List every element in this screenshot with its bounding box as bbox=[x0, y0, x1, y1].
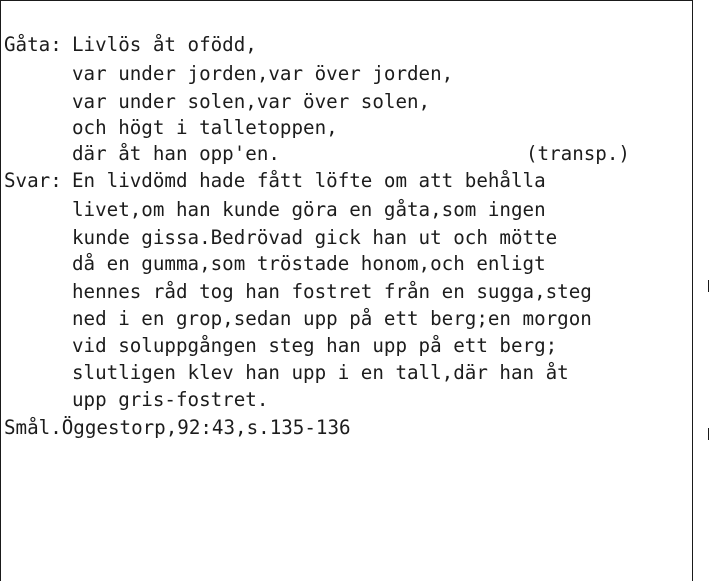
answer-label: Svar: bbox=[4, 169, 62, 192]
card-left-edge bbox=[0, 0, 1, 581]
answer-text: upp gris-fostret. bbox=[72, 388, 269, 411]
transp-note: (transp.) bbox=[526, 142, 630, 165]
riddle-text: och högt i talletoppen, bbox=[72, 116, 338, 139]
riddle-text: där åt han opp'en. bbox=[72, 142, 280, 165]
answer-line bbox=[4, 279, 592, 305]
riddle-text: Livlös åt ofödd, bbox=[72, 33, 257, 56]
answer-line bbox=[4, 197, 546, 223]
answer-line bbox=[4, 225, 557, 251]
riddle-line bbox=[4, 61, 453, 87]
riddle-line bbox=[4, 32, 257, 58]
riddle-label: Gåta: bbox=[4, 33, 62, 56]
riddle-text: var under jorden,var över jorden, bbox=[72, 62, 454, 85]
answer-line bbox=[4, 306, 592, 332]
answer-text: kunde gissa.Bedrövad gick han ut och mötte bbox=[72, 226, 558, 249]
answer-text: livet,om han kunde göra en gåta,som ingen bbox=[72, 198, 546, 221]
answer-text: vid soluppgången steg han upp på ett berg; bbox=[72, 334, 558, 357]
card-edge-mark bbox=[708, 428, 709, 440]
riddle-line bbox=[4, 115, 338, 141]
answer-line bbox=[4, 251, 546, 277]
card-edge-mark bbox=[708, 280, 709, 292]
answer-line bbox=[4, 333, 557, 359]
riddle-text: var under solen,var över solen, bbox=[72, 90, 431, 113]
answer-text: ned i en grop,sedan upp på ett berg;en morgon bbox=[72, 307, 592, 330]
riddle-line bbox=[4, 141, 630, 167]
card-top-edge bbox=[0, 0, 692, 1]
answer-line bbox=[4, 168, 546, 194]
answer-text: En livdömd hade fått löfte om att behålla bbox=[72, 169, 546, 192]
answer-line bbox=[4, 387, 268, 413]
answer-text: då en gumma,som tröstade honom,och enligt bbox=[72, 252, 546, 275]
riddle-line bbox=[4, 89, 430, 115]
answer-text: slutligen klev han upp i en tall,där han åt bbox=[72, 361, 569, 384]
card-right-edge bbox=[692, 0, 693, 581]
answer-line bbox=[4, 360, 569, 386]
source-line: Smål.Öggestorp,92:43,s.135-136 bbox=[4, 416, 351, 439]
answer-text: hennes råd tog han fostret från en sugga,steg bbox=[72, 280, 592, 303]
